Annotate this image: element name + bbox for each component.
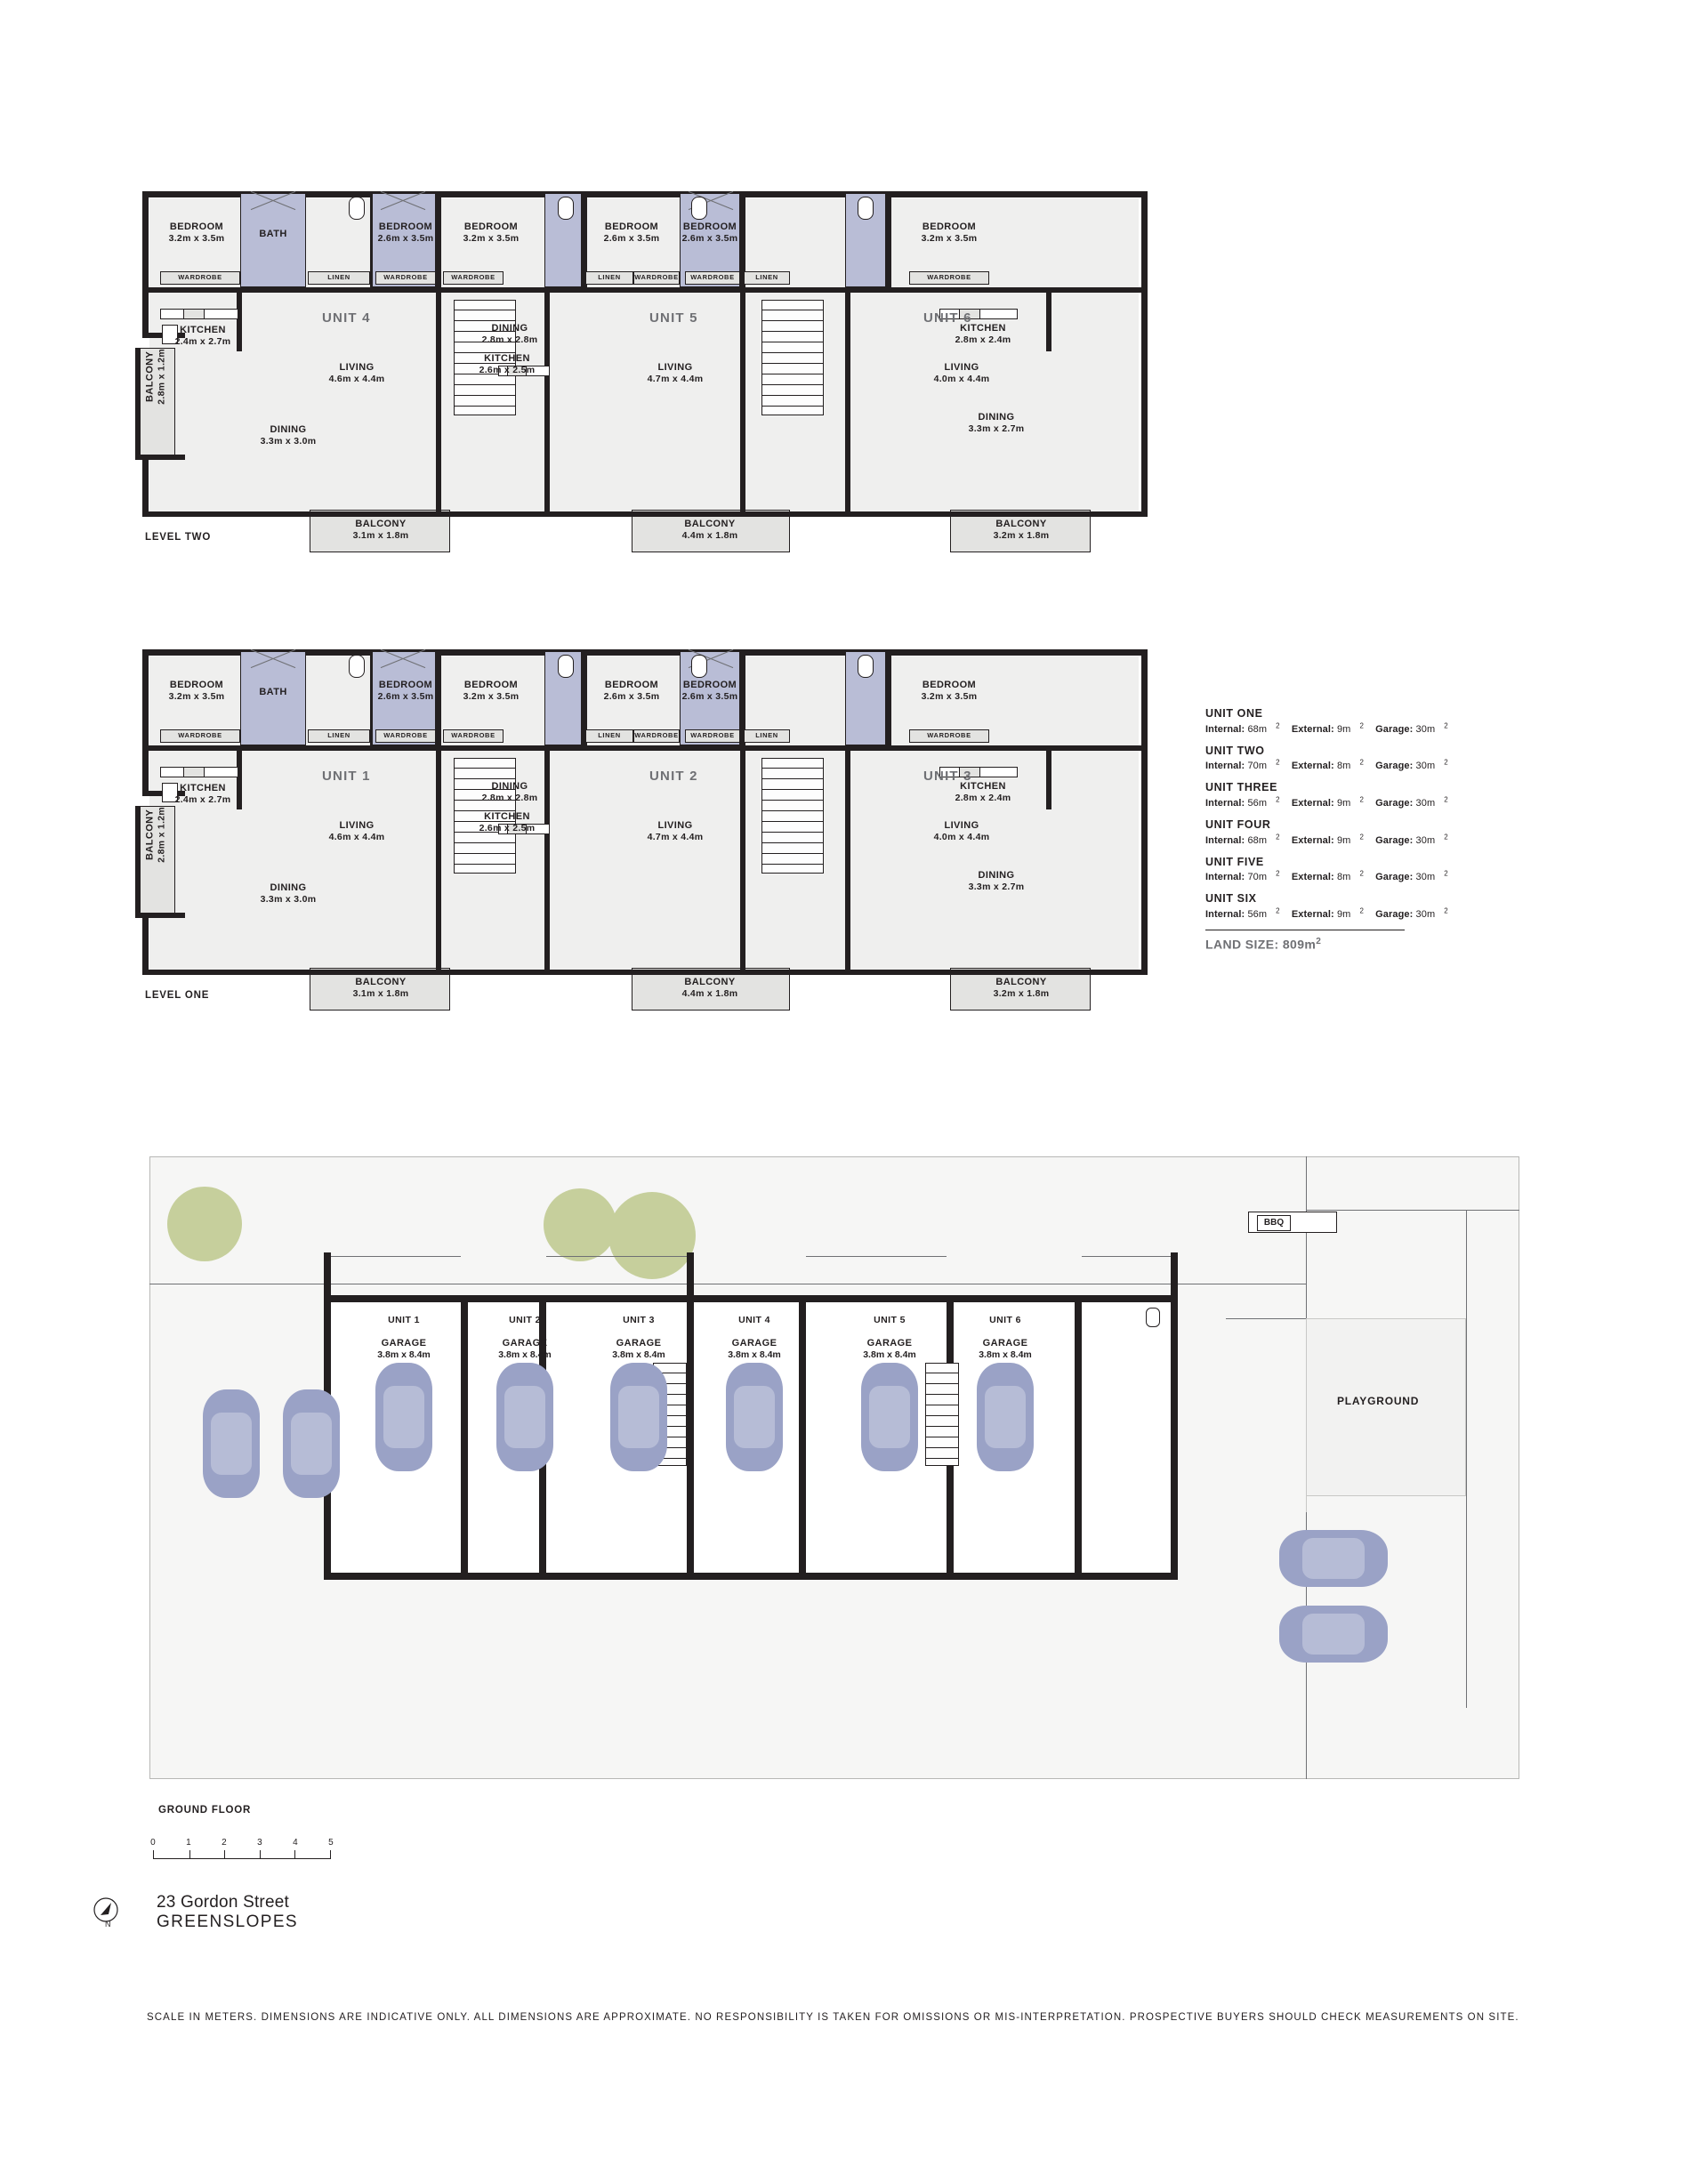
unit-tag: UNIT 5 [649, 310, 698, 326]
internal-area: Internal: 56m $^2$ [1205, 795, 1280, 809]
room-dimension: 3.2m x 3.5m [168, 690, 225, 702]
schedule-row [1205, 781, 1499, 809]
scale-tick: 4 [293, 1838, 298, 1848]
room-name: BEDROOM [169, 221, 224, 232]
external-label: External: [1291, 908, 1334, 920]
room-dimension: 2.6m x 2.5m [479, 822, 536, 833]
internal-label: Internal: [1205, 834, 1245, 846]
external-label: External: [1291, 834, 1334, 846]
room-name: DINING [978, 412, 1015, 423]
unit-area-schedule [1205, 707, 1499, 952]
schedule-unit-name: UNIT FIVE [1205, 855, 1264, 868]
room-dimension: 3.3m x 2.7m [968, 423, 1025, 434]
room-name: BEDROOM [378, 680, 433, 690]
external-value: 8m [1336, 872, 1351, 883]
room-dimension: 2.8m x 2.4m [955, 334, 1011, 345]
wardrobe-band: WARDROBE [909, 729, 989, 743]
wardrobe-band: WARDROBE [375, 271, 436, 285]
internal-label: Internal: [1205, 908, 1245, 920]
schedule-row [1205, 707, 1499, 735]
garage-area: Garage: 30m $^2$ [1375, 758, 1448, 772]
room-dimension: 3.2m x 3.5m [168, 232, 225, 244]
balcony-label [145, 796, 167, 873]
external-area: External: 8m $^2$ [1291, 758, 1364, 772]
schedule-unit-name: UNIT ONE [1205, 707, 1263, 720]
room-dimension: 4.6m x 4.4m [328, 373, 385, 384]
playground-area [1306, 1318, 1466, 1496]
room-name: BALCONY [355, 977, 407, 987]
garage-value: 30m [1415, 797, 1436, 809]
ground-floor-label: GROUND FLOOR [158, 1805, 252, 1816]
internal-area: Internal: 70m $^2$ [1205, 869, 1280, 883]
room-name: BEDROOM [463, 680, 519, 690]
room-dimension: 3.3m x 3.0m [260, 893, 317, 905]
car-icon [496, 1363, 553, 1471]
toilet-icon [858, 197, 874, 220]
room-dimension: 3.8m x 8.4m [377, 1349, 431, 1361]
toilet-icon [691, 197, 707, 220]
room-name: GARAGE [381, 1338, 427, 1349]
room-name: DINING [270, 424, 307, 435]
room-dimension: 3.2m x 3.5m [921, 232, 978, 244]
room-name: BATH [259, 687, 287, 697]
service-fixture-icon [1146, 1308, 1160, 1327]
room-name: BEDROOM [604, 221, 659, 232]
schedule-unit-name: UNIT TWO [1205, 744, 1265, 757]
internal-area: Internal: 68m $^2$ [1205, 721, 1280, 735]
room-dimension: 3.8m x 8.4m [979, 1349, 1032, 1361]
internal-area: Internal: 68m $^2$ [1205, 832, 1280, 846]
external-value: 9m [1336, 723, 1351, 735]
room-dimension: 3.2m x 1.8m [993, 529, 1050, 541]
linen-band: LINEN [308, 729, 370, 743]
stair-run [761, 758, 824, 874]
garage-area: Garage: 30m $^2$ [1375, 832, 1448, 846]
wardrobe-band: WARDROBE [685, 271, 740, 285]
room-dimension: 2.6m x 3.5m [681, 690, 738, 702]
external-label: External: [1291, 723, 1334, 735]
land-size-superscript: 2 [1316, 936, 1322, 946]
internal-value: 68m [1247, 834, 1268, 846]
room-name: BEDROOM [169, 680, 224, 690]
wardrobe-band: WARDROBE [633, 729, 680, 743]
room-name: BALCONY [684, 977, 736, 987]
unit-tag: UNIT 6 [923, 310, 972, 326]
garage-area: Garage: 30m $^2$ [1375, 795, 1448, 809]
wardrobe-band: WARDROBE [909, 271, 989, 285]
room-name: DINING [491, 781, 528, 792]
disclaimer-text: SCALE IN METERS. DIMENSIONS ARE INDICATIVE ONLY. ALL DIMENSIONS ARE APPROXIMATE. NO RESPONSIBILITY IS TAKEN FOR OMISSIONS OR MIS-INTERPRETATION. PROSPECTIVE BUYERS SHOULD CHECK MEASUREMENTS ON SITE. [147, 2012, 1519, 2023]
external-area: External: 9m $^2$ [1291, 721, 1364, 735]
internal-value: 56m [1247, 908, 1268, 920]
room-name: DINING [978, 870, 1015, 881]
room-name: BEDROOM [604, 680, 659, 690]
balcony-label [145, 338, 167, 415]
address-suburb: GREENSLOPES [157, 1912, 299, 1931]
schedule-unit-name: UNIT FOUR [1205, 817, 1271, 831]
room-name: BALCONY [144, 350, 156, 402]
room-dimension: 2.6m x 3.5m [377, 690, 434, 702]
external-label: External: [1291, 872, 1334, 883]
room-name: GARAGE [982, 1338, 1028, 1349]
room-dimension: 3.8m x 8.4m [728, 1349, 781, 1361]
room-dimension: 2.8m x 2.8m [481, 792, 538, 803]
room-dimension: 4.6m x 4.4m [328, 831, 385, 842]
room-dimension: 2.6m x 3.5m [603, 690, 660, 702]
room-dimension: 3.1m x 1.8m [352, 529, 409, 541]
room-name: KITCHEN [484, 811, 530, 822]
garage-label: Garage: [1375, 908, 1414, 920]
unit-tag: UNIT 2 [649, 769, 698, 784]
unit-tag: UNIT 3 [923, 769, 972, 784]
linen-band: LINEN [744, 271, 790, 285]
room-name: BEDROOM [378, 221, 433, 232]
room-dimension: 3.8m x 8.4m [863, 1349, 916, 1361]
ground-unit-label: UNIT 3 [623, 1315, 655, 1325]
linen-band: LINEN [308, 271, 370, 285]
garage-area: Garage: 30m $^2$ [1375, 721, 1448, 735]
car-icon [203, 1389, 260, 1498]
garage-area: Garage: 30m $^2$ [1375, 869, 1448, 883]
linen-band: LINEN [585, 729, 633, 743]
internal-area: Internal: 70m $^2$ [1205, 758, 1280, 772]
garage-label: Garage: [1375, 761, 1414, 772]
linen-band: LINEN [585, 271, 633, 285]
room-name: BEDROOM [922, 221, 977, 232]
internal-label: Internal: [1205, 723, 1245, 735]
room-dimension: 2.4m x 2.7m [174, 793, 231, 805]
car-icon [610, 1363, 667, 1471]
external-area: External: 9m $^2$ [1291, 906, 1364, 920]
room-dimension: 3.3m x 2.7m [968, 881, 1025, 892]
toilet-icon [349, 197, 365, 220]
garage-value: 30m [1415, 908, 1436, 920]
room-name: BEDROOM [922, 680, 977, 690]
external-value: 8m [1336, 761, 1351, 772]
room-name: LIVING [339, 820, 375, 831]
ground-unit-label: UNIT 2 [509, 1315, 541, 1325]
tree-icon [167, 1187, 242, 1261]
toilet-icon [558, 197, 574, 220]
toilet-icon [691, 655, 707, 678]
room-name: KITCHEN [960, 323, 1006, 334]
room-name: BEDROOM [463, 221, 519, 232]
car-icon [1279, 1606, 1388, 1663]
scale-tick: 5 [328, 1838, 334, 1848]
stair-run [925, 1363, 959, 1466]
room-name: DINING [270, 882, 307, 893]
room-dimension: 4.0m x 4.4m [933, 373, 990, 384]
room-name: GARAGE [866, 1338, 913, 1349]
garage-value: 30m [1415, 834, 1436, 846]
external-area: External: 9m $^2$ [1291, 795, 1364, 809]
room-dimension: 2.6m x 3.5m [681, 232, 738, 244]
room-dimension: 3.2m x 3.5m [921, 690, 978, 702]
external-area: External: 9m $^2$ [1291, 832, 1364, 846]
room-name: LIVING [944, 820, 979, 831]
room-dimension: 3.2m x 3.5m [463, 690, 520, 702]
wardrobe-band: WARDROBE [443, 729, 504, 743]
car-icon [726, 1363, 783, 1471]
car-icon [977, 1363, 1034, 1471]
garage-value: 30m [1415, 872, 1436, 883]
schedule-row [1205, 856, 1499, 883]
address-block [157, 1893, 298, 1932]
room-name: GARAGE [731, 1338, 777, 1349]
wardrobe-band: WARDROBE [375, 729, 436, 743]
external-value: 9m [1336, 797, 1351, 809]
room-name: KITCHEN [180, 783, 226, 793]
room-dimension: 4.0m x 4.4m [933, 831, 990, 842]
room-dimension: 4.7m x 4.4m [647, 831, 704, 842]
car-icon [283, 1389, 340, 1498]
compass-north-label: N [105, 1920, 111, 1928]
internal-area: Internal: 56m $^2$ [1205, 906, 1280, 920]
wardrobe-band: WARDROBE [160, 271, 240, 285]
unit-tag: UNIT 1 [322, 769, 371, 784]
ground-unit-label: UNIT 6 [989, 1315, 1021, 1325]
room-dimension: 3.3m x 3.0m [260, 435, 317, 447]
room-name: BALCONY [355, 519, 407, 529]
room-dimension: 4.4m x 1.8m [681, 529, 738, 541]
toilet-icon [558, 655, 574, 678]
garage-label: Garage: [1375, 834, 1414, 846]
schedule-unit-name: UNIT THREE [1205, 781, 1277, 794]
tree-icon [544, 1188, 616, 1261]
tree-icon [608, 1192, 696, 1279]
car-icon [1279, 1530, 1388, 1587]
cooktop-icon [183, 767, 205, 777]
land-size [1205, 937, 1499, 952]
external-label: External: [1291, 797, 1334, 809]
room-dimension: 3.8m x 8.4m [612, 1349, 665, 1361]
cooktop-icon [183, 309, 205, 319]
room-dimension: 3.2m x 3.5m [463, 232, 520, 244]
wardrobe-band: WARDROBE [633, 271, 680, 285]
room-name: LIVING [339, 362, 375, 373]
schedule-row [1205, 745, 1499, 772]
ground-floor-plan [149, 1156, 1519, 1815]
unit-tag: UNIT 4 [322, 310, 371, 326]
room-name: GARAGE [502, 1338, 548, 1349]
scale-bar [150, 1838, 334, 1859]
room-name: BALCONY [684, 519, 736, 529]
stair-run [761, 300, 824, 415]
scale-tick: 3 [257, 1838, 262, 1848]
room-dimension: 3.8m x 8.4m [498, 1349, 552, 1361]
playground-label: PLAYGROUND [1337, 1395, 1420, 1407]
room-name: BATH [259, 229, 287, 239]
room-name: BALCONY [995, 519, 1047, 529]
room-name: LIVING [657, 820, 693, 831]
room-name: KITCHEN [484, 353, 530, 364]
room-dimension: 2.8m x 2.4m [955, 792, 1011, 803]
bbq-label: BBQ [1257, 1215, 1291, 1231]
room-name: KITCHEN [180, 325, 226, 335]
level-one-plan [142, 649, 1148, 1023]
internal-label: Internal: [1205, 797, 1245, 809]
land-size-text: LAND SIZE: 809m [1205, 937, 1317, 952]
ground-unit-label: UNIT 5 [874, 1315, 906, 1325]
car-icon [861, 1363, 918, 1471]
wardrobe-band: WARDROBE [443, 271, 504, 285]
room-name: KITCHEN [960, 781, 1006, 792]
ground-unit-label: UNIT 1 [388, 1315, 420, 1325]
room-dimension: 2.8m x 1.2m [156, 806, 167, 863]
external-area: External: 8m $^2$ [1291, 869, 1364, 883]
room-name: LIVING [657, 362, 693, 373]
external-value: 9m [1336, 834, 1351, 846]
toilet-icon [858, 655, 874, 678]
room-name: BEDROOM [682, 680, 737, 690]
room-name: LIVING [944, 362, 979, 373]
garage-value: 30m [1415, 723, 1436, 735]
level-two-label: LEVEL TWO [145, 532, 212, 543]
wardrobe-band: WARDROBE [685, 729, 740, 743]
internal-label: Internal: [1205, 761, 1245, 772]
wardrobe-band: WARDROBE [160, 729, 240, 743]
internal-value: 56m [1247, 797, 1268, 809]
level-two-plan [142, 191, 1148, 565]
internal-label: Internal: [1205, 872, 1245, 883]
external-label: External: [1291, 761, 1334, 772]
room-dimension: 2.8m x 1.2m [156, 348, 167, 405]
room-dimension: 2.6m x 3.5m [377, 232, 434, 244]
ground-unit-label: UNIT 4 [738, 1315, 770, 1325]
schedule-unit-name: UNIT SIX [1205, 892, 1257, 906]
room-name: DINING [491, 323, 528, 334]
garage-value: 30m [1415, 761, 1436, 772]
car-icon [375, 1363, 432, 1471]
garage-label: Garage: [1375, 723, 1414, 735]
room-dimension: 2.6m x 2.5m [479, 364, 536, 375]
scale-tick: 2 [222, 1838, 227, 1848]
garage-label: Garage: [1375, 872, 1414, 883]
room-dimension: 2.6m x 3.5m [603, 232, 660, 244]
garage-label: Garage: [1375, 797, 1414, 809]
address-street: 23 Gordon Street [157, 1893, 289, 1912]
toilet-icon [349, 655, 365, 678]
internal-value: 70m [1247, 761, 1268, 772]
room-name: BALCONY [995, 977, 1047, 987]
internal-value: 68m [1247, 723, 1268, 735]
room-dimension: 2.4m x 2.7m [174, 335, 231, 347]
level-one-label: LEVEL ONE [145, 990, 210, 1001]
room-name: GARAGE [616, 1338, 662, 1349]
scale-tick: 1 [186, 1838, 191, 1848]
linen-band: LINEN [744, 729, 790, 743]
schedule-row [1205, 818, 1499, 846]
room-dimension: 3.1m x 1.8m [352, 987, 409, 999]
garage-area: Garage: 30m $^2$ [1375, 906, 1448, 920]
internal-value: 70m [1247, 872, 1268, 883]
external-value: 9m [1336, 908, 1351, 920]
room-dimension: 4.7m x 4.4m [647, 373, 704, 384]
schedule-row [1205, 892, 1499, 920]
room-dimension: 4.4m x 1.8m [681, 987, 738, 999]
room-dimension: 2.8m x 2.8m [481, 334, 538, 345]
room-name: BALCONY [144, 809, 156, 860]
scale-tick: 0 [150, 1838, 156, 1848]
room-dimension: 3.2m x 1.8m [993, 987, 1050, 999]
room-name: BEDROOM [682, 221, 737, 232]
